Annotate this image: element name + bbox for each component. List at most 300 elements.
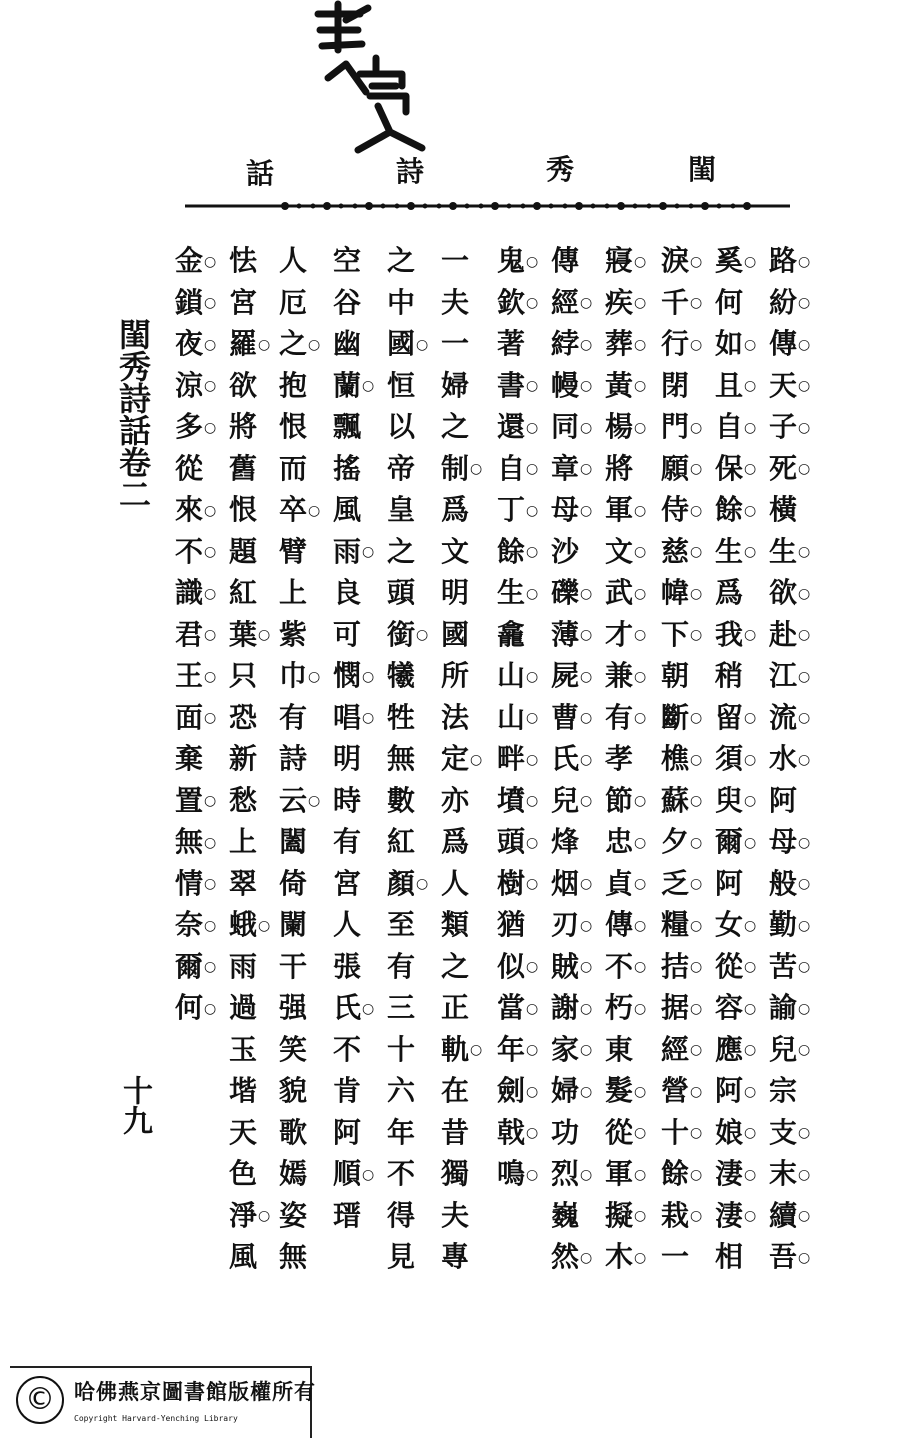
text-cell: 髮○ [604, 1074, 647, 1107]
text-cell: 橫 [768, 493, 797, 526]
text-cell: 良 [332, 576, 361, 609]
text-cell: 恨 [278, 410, 307, 443]
text-cell: 明 [440, 576, 469, 609]
text-cell: 樵○ [660, 742, 703, 775]
text-cell: 犧 [386, 659, 415, 692]
text-cell: 武○ [604, 576, 647, 609]
text-cell: 侍○ [660, 493, 703, 526]
text-cell: 有 [278, 700, 307, 734]
text-cell: 一 [660, 1240, 689, 1273]
text-cell: 從○ [714, 949, 757, 983]
ornament-bead [479, 204, 484, 209]
text-cell: 憫○ [332, 659, 375, 692]
text-cell: 拮○ [660, 949, 703, 983]
ornament-bead [365, 202, 373, 210]
text-cell: 蘇○ [660, 783, 703, 817]
text-cell: 葉○ [228, 617, 271, 651]
text-cell: 生○ [768, 534, 811, 568]
ornament-bead [507, 204, 512, 209]
text-cell: 樹○ [496, 866, 539, 900]
text-column [278, 240, 334, 1278]
text-column [440, 240, 496, 1278]
text-cell: 云○ [278, 783, 321, 817]
text-column [228, 240, 284, 1278]
text-cell: 爲 [440, 493, 469, 526]
text-cell: 十 [386, 1032, 415, 1066]
text-cell: 恐 [228, 700, 257, 734]
text-cell: 氏○ [550, 742, 593, 775]
text-cell: 明 [332, 742, 361, 775]
text-cell: 類 [440, 908, 469, 941]
text-cell: 何 [714, 285, 743, 319]
handwritten-annotation [298, 0, 448, 160]
text-cell: 東 [604, 1032, 633, 1066]
text-cell: 傳○ [604, 908, 647, 941]
text-cell: 紅 [228, 576, 257, 609]
text-cell: 軍○ [604, 1157, 647, 1190]
text-cell: 戟○ [496, 1115, 539, 1149]
text-cell: 乏○ [660, 866, 703, 900]
text-cell: 吾○ [768, 1240, 811, 1273]
text-cell: 羅○ [228, 327, 271, 360]
text-cell: 綍○ [550, 327, 593, 360]
text-cell: 願○ [660, 451, 703, 485]
text-cell: 飄 [332, 410, 361, 443]
text-cell: 畔○ [496, 742, 539, 775]
text-cell: 堦 [228, 1074, 257, 1107]
text-cell: 軍○ [604, 493, 647, 526]
text-cell: 同○ [550, 410, 593, 443]
text-cell: 歌 [278, 1115, 307, 1149]
text-cell: 年 [386, 1115, 415, 1149]
text-cell: 定○ [440, 742, 483, 775]
text-cell: 制○ [440, 451, 483, 485]
text-column [496, 240, 552, 1195]
text-cell: 門○ [660, 410, 703, 443]
text-cell: 文 [440, 534, 469, 568]
text-cell: 數 [386, 783, 415, 817]
text-cell: 巾○ [278, 659, 321, 692]
text-cell: 書○ [496, 368, 539, 402]
text-cell: 丁○ [496, 493, 539, 526]
text-cell: 朝 [660, 659, 689, 692]
text-cell: 薄○ [550, 617, 593, 651]
text-cell: 空 [332, 244, 361, 277]
text-cell: 厄 [278, 285, 307, 319]
text-column [332, 240, 388, 1236]
ornament-bead [731, 204, 736, 209]
text-cell: 國 [440, 617, 469, 651]
text-column [660, 240, 716, 1278]
text-cell: 風 [332, 493, 361, 526]
text-column [714, 240, 770, 1278]
text-cell: 雨○ [332, 534, 375, 568]
ornament-bead [591, 204, 596, 209]
ornament-bead [339, 204, 344, 209]
text-cell: 子○ [768, 410, 811, 443]
ornament-bead [575, 202, 583, 210]
text-cell: 應○ [714, 1032, 757, 1066]
text-cell: 蛾○ [228, 908, 271, 941]
text-cell: 法 [440, 700, 469, 734]
text-cell: 十○ [660, 1115, 703, 1149]
text-cell: 猶 [496, 908, 525, 941]
text-cell: 六 [386, 1074, 415, 1107]
text-cell: 幔○ [550, 368, 593, 402]
text-cell: 爾○ [714, 825, 757, 858]
ornament-bead [701, 202, 709, 210]
text-cell: 擬○ [604, 1198, 647, 1232]
text-cell: 中 [386, 285, 415, 319]
text-cell: 順○ [332, 1157, 375, 1190]
text-cell: 嫣 [278, 1157, 307, 1190]
text-cell: 從○ [604, 1115, 647, 1149]
text-cell: 婦 [440, 368, 469, 402]
text-cell: 赴○ [768, 617, 811, 651]
text-cell: 天○ [768, 368, 811, 402]
text-cell: 瑨 [332, 1198, 361, 1232]
text-cell: 慈○ [660, 534, 703, 568]
text-cell: 國○ [386, 327, 429, 360]
text-cell: 自○ [714, 410, 757, 443]
text-column [550, 240, 606, 1278]
copyright-icon: © [16, 1376, 64, 1424]
ornament-bead [689, 204, 694, 209]
text-cell: 忠○ [604, 825, 647, 858]
text-cell: 王○ [174, 659, 217, 692]
text-cell: 相 [714, 1240, 743, 1273]
text-cell: 有○ [604, 700, 647, 734]
text-cell: 題 [228, 534, 257, 568]
ornament-bead [465, 204, 470, 209]
text-cell: 天 [228, 1115, 257, 1149]
text-cell: 何○ [174, 991, 217, 1024]
text-cell: 面○ [174, 700, 217, 734]
text-cell: 還○ [496, 410, 539, 443]
ornament-bead [311, 204, 316, 209]
text-cell: 不○ [604, 949, 647, 983]
text-cell: 蘭○ [332, 368, 375, 402]
stamp-text: 哈佛燕京圖書館版權所有 [74, 1379, 316, 1404]
text-cell: 氏○ [332, 991, 375, 1024]
text-cell: 干 [278, 949, 307, 983]
text-cell: 將 [604, 451, 633, 485]
text-cell: 容○ [714, 991, 757, 1024]
text-cell: 才○ [604, 617, 647, 651]
text-cell: 見 [386, 1240, 415, 1273]
text-cell: 家○ [550, 1032, 593, 1066]
text-cell: 龕 [496, 617, 525, 651]
text-cell: 且○ [714, 368, 757, 402]
text-cell: 姿 [278, 1198, 307, 1232]
text-cell: 笑 [278, 1032, 307, 1066]
text-cell: 夜○ [174, 327, 217, 360]
ornament-bead [617, 202, 625, 210]
text-cell: 然○ [550, 1240, 593, 1273]
text-cell: 鬼○ [496, 244, 539, 277]
text-cell: 沙 [550, 534, 579, 568]
text-cell: 江○ [768, 659, 811, 692]
text-cell: 宮 [332, 866, 361, 900]
text-cell: 谷 [332, 285, 361, 319]
text-cell: 昔 [440, 1115, 469, 1149]
page-number: 十九 [117, 1075, 152, 1135]
ornament-bead [407, 202, 415, 210]
text-cell: 倚 [278, 866, 307, 900]
text-cell: 斷○ [660, 700, 703, 734]
ornament-bead [521, 204, 526, 209]
text-cell: 傳 [550, 244, 579, 277]
text-cell: 諭○ [768, 991, 811, 1024]
text-cell: 以 [386, 410, 415, 443]
text-cell: 之 [440, 410, 469, 443]
text-cell: 棄 [174, 742, 203, 775]
text-cell: 而 [278, 451, 307, 485]
text-cell: 人 [278, 244, 307, 277]
text-cell: 舊 [228, 451, 257, 485]
text-cell: 死○ [768, 451, 811, 485]
text-cell: 上 [228, 825, 257, 858]
text-cell: 似○ [496, 949, 539, 983]
text-cell: 流○ [768, 700, 811, 734]
text-cell: 闔 [278, 825, 307, 858]
text-cell: 張 [332, 949, 361, 983]
text-cell: 節○ [604, 783, 647, 817]
text-cell: 紛○ [768, 285, 811, 319]
text-cell: 山○ [496, 700, 539, 734]
text-cell: 木○ [604, 1240, 647, 1273]
text-cell: 屍○ [550, 659, 593, 692]
ornament-bead [381, 204, 386, 209]
text-cell: 据○ [660, 991, 703, 1024]
text-cell: 支○ [768, 1115, 811, 1149]
text-cell: 奚○ [714, 244, 757, 277]
text-cell: 經○ [660, 1032, 703, 1066]
text-cell: 之 [386, 534, 415, 568]
text-cell: 無 [386, 742, 415, 775]
text-cell: 之 [386, 244, 415, 277]
text-cell: 章○ [550, 451, 593, 485]
text-cell: 稍 [714, 659, 743, 692]
text-cell: 亦 [440, 783, 469, 817]
text-cell: 謝○ [550, 991, 593, 1024]
text-cell: 阿 [332, 1115, 361, 1149]
text-cell: 肯 [332, 1074, 361, 1107]
text-cell: 恒 [386, 368, 415, 402]
text-column [768, 240, 824, 1278]
text-cell: 糧○ [660, 908, 703, 941]
text-cell: 臾○ [714, 783, 757, 817]
text-cell: 從 [174, 451, 203, 485]
text-cell: 夫 [440, 1198, 469, 1232]
text-cell: 奈○ [174, 908, 217, 941]
text-cell: 末○ [768, 1157, 811, 1190]
ornament-bead [743, 202, 751, 210]
text-cell: 下○ [660, 617, 703, 651]
ornament-bead [533, 202, 541, 210]
text-cell: 貌 [278, 1074, 307, 1107]
text-cell: 阿○ [714, 1074, 757, 1107]
text-cell: 墳○ [496, 783, 539, 817]
text-cell: 鎖○ [174, 285, 217, 319]
text-cell: 一 [440, 327, 469, 360]
text-cell: 勤○ [768, 908, 811, 941]
text-cell: 幃○ [660, 576, 703, 609]
text-cell: 在 [440, 1074, 469, 1107]
text-cell: 過 [228, 991, 257, 1024]
text-cell: 得 [386, 1198, 415, 1232]
heading-char-1: 閨 [688, 153, 717, 186]
text-cell: 文○ [604, 534, 647, 568]
text-cell: 專 [440, 1240, 469, 1273]
text-cell: 疾○ [604, 285, 647, 319]
text-cell: 傳○ [768, 327, 811, 360]
text-cell: 孝 [604, 742, 633, 775]
ornament-bead [449, 202, 457, 210]
text-cell: 不 [386, 1157, 415, 1190]
text-cell: 須○ [714, 742, 757, 775]
text-column [174, 240, 230, 1029]
ornament-bead [633, 204, 638, 209]
text-cell: 涼○ [174, 368, 217, 402]
text-cell: 翠 [228, 866, 257, 900]
library-stamp [10, 1366, 316, 1438]
text-cell: 營○ [660, 1074, 703, 1107]
text-cell: 劍○ [496, 1074, 539, 1107]
ornament-bead [675, 204, 680, 209]
ornament-bead [423, 204, 428, 209]
heading-char-4: 話 [246, 157, 275, 190]
text-cell: 情○ [174, 866, 217, 900]
text-cell: 爾○ [174, 949, 217, 983]
text-cell: 有 [386, 949, 415, 983]
text-cell: 寢○ [604, 244, 647, 277]
text-cell: 淚○ [660, 244, 703, 277]
text-cell: 欽○ [496, 285, 539, 319]
text-cell: 新 [228, 742, 257, 775]
text-cell: 礫○ [550, 576, 593, 609]
text-cell: 多○ [174, 410, 217, 443]
text-cell: 葬○ [604, 327, 647, 360]
text-cell: 至 [386, 908, 415, 941]
text-cell: 餘○ [660, 1157, 703, 1190]
text-cell: 雨 [228, 949, 257, 983]
text-cell: 色 [228, 1157, 257, 1190]
text-cell: 巍 [550, 1198, 579, 1232]
text-cell: 帝 [386, 451, 415, 485]
text-cell: 兼○ [604, 659, 647, 692]
text-cell: 可 [332, 617, 361, 651]
text-cell: 續○ [768, 1198, 811, 1232]
text-cell: 保○ [714, 451, 757, 485]
text-cell: 牲 [386, 700, 415, 734]
text-cell: 賊○ [550, 949, 593, 983]
text-cell: 欲○ [768, 576, 811, 609]
text-cell: 玉 [228, 1032, 257, 1066]
ornamental-rule [185, 196, 790, 216]
text-cell: 烟○ [550, 866, 593, 900]
text-cell: 淨○ [228, 1198, 271, 1232]
heading-char-2: 秀 [546, 153, 575, 186]
ornament-bead [395, 204, 400, 209]
text-cell: 一 [440, 244, 469, 277]
text-cell: 留○ [714, 700, 757, 734]
text-cell: 顏○ [386, 866, 429, 900]
text-cell: 般○ [768, 866, 811, 900]
text-cell: 只 [228, 659, 257, 692]
text-cell: 母○ [768, 825, 811, 858]
text-cell: 頭 [386, 576, 415, 609]
text-cell: 阿 [768, 783, 797, 817]
text-cell: 鳴○ [496, 1157, 539, 1190]
text-cell: 闌 [278, 908, 307, 941]
text-cell: 頭○ [496, 825, 539, 858]
text-cell: 不 [332, 1032, 361, 1066]
ornament-bead [297, 204, 302, 209]
text-cell: 風 [228, 1240, 257, 1273]
text-cell: 餘○ [714, 493, 757, 526]
text-cell: 紫 [278, 617, 307, 651]
text-cell: 時 [332, 783, 361, 817]
text-cell: 三 [386, 991, 415, 1024]
text-cell: 人 [440, 866, 469, 900]
text-cell: 爲 [440, 825, 469, 858]
text-cell: 宮 [228, 285, 257, 319]
text-cell: 娘○ [714, 1115, 757, 1149]
text-cell: 當○ [496, 991, 539, 1024]
text-cell: 無 [278, 1240, 307, 1273]
text-cell: 幽 [332, 327, 361, 360]
text-cell: 閉 [660, 368, 689, 402]
text-cell: 女○ [714, 908, 757, 941]
text-cell: 淒○ [714, 1157, 757, 1190]
text-cell: 所 [440, 659, 469, 692]
text-cell: 怯 [228, 244, 257, 277]
text-cell: 君○ [174, 617, 217, 651]
text-cell: 之○ [278, 327, 321, 360]
text-cell: 婦○ [550, 1074, 593, 1107]
text-cell: 抱 [278, 368, 307, 402]
text-column [604, 240, 660, 1278]
text-cell: 正 [440, 991, 469, 1024]
heading-char-3: 詩 [396, 155, 425, 188]
text-cell: 夕○ [660, 825, 703, 858]
text-cell: 楊○ [604, 410, 647, 443]
text-cell: 行○ [660, 327, 703, 360]
text-cell: 銜○ [386, 617, 429, 651]
ornament-bead [437, 204, 442, 209]
text-cell: 上 [278, 576, 307, 609]
text-cell: 黃○ [604, 368, 647, 402]
text-cell: 兒○ [550, 783, 593, 817]
text-cell: 生○ [714, 534, 757, 568]
text-cell: 母○ [550, 493, 593, 526]
text-cell: 唱○ [332, 700, 375, 734]
text-cell: 夫 [440, 285, 469, 319]
text-cell: 烈○ [550, 1157, 593, 1190]
text-cell: 朽○ [604, 991, 647, 1024]
text-cell: 識○ [174, 576, 217, 609]
text-column [386, 240, 442, 1278]
text-cell: 我○ [714, 617, 757, 651]
text-cell: 强 [278, 991, 307, 1024]
text-cell: 臂 [278, 534, 307, 568]
text-cell: 有 [332, 825, 361, 858]
ornament-bead [281, 202, 289, 210]
text-cell: 生○ [496, 576, 539, 609]
text-cell: 置○ [174, 783, 217, 817]
text-cell: 來○ [174, 493, 217, 526]
